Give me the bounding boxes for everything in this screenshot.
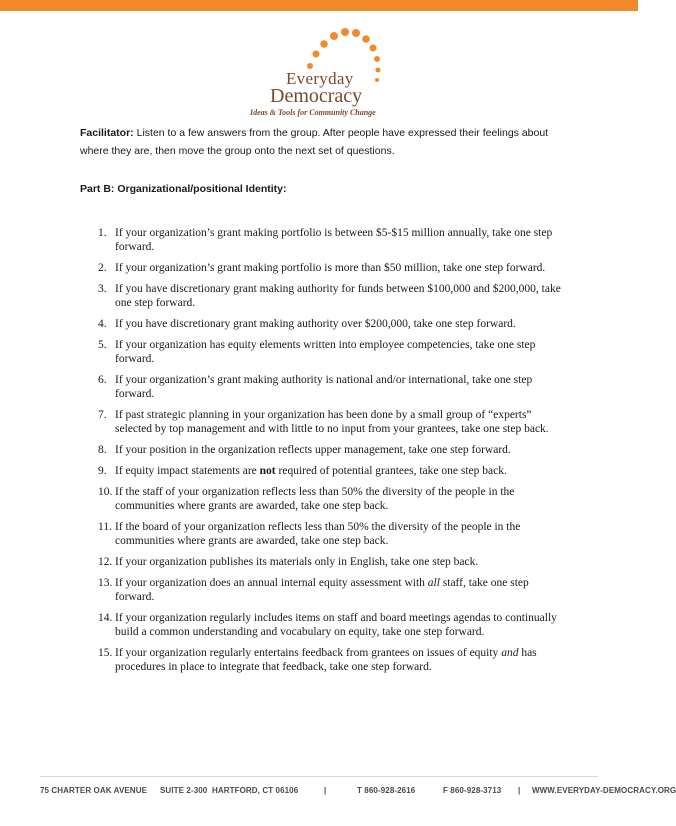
footer-fax: F 860-928-3713: [443, 786, 502, 795]
list-item-number: 5.: [98, 339, 107, 351]
list-item-text: If past strategic planning in your organization has been done by a small group of “experts” selected by top management and with little to no input from your grantees, take one step back.: [115, 409, 549, 435]
list-item: [98, 373, 568, 401]
top-accent-bar: [0, 0, 638, 11]
list-item-number: 11.: [98, 521, 112, 533]
list-item: [98, 443, 568, 457]
list-item: [98, 485, 568, 513]
list-item-number: 14.: [98, 612, 113, 624]
list-item: [98, 464, 568, 478]
list-item: [98, 317, 568, 331]
list-item-number: 1.: [98, 227, 107, 239]
list-item-text: If the staff of your organization reflects less than 50% the diversity of the people in the communities where grants are awarded, take one step back.: [115, 486, 515, 512]
footer-address: 75 CHARTER OAK AVENUE: [40, 786, 148, 795]
list-item: [98, 282, 568, 310]
list-item-text: If your organization’s grant making portfolio is more than $50 million, take one step forward.: [115, 262, 546, 274]
list-item-text: staff, take one step forward.: [115, 577, 529, 603]
facilitator-text: Listen to a few answers from the group. After people have expressed their feelings about where they are, then move the group onto the next set of questions.: [80, 127, 549, 157]
list-item-text: If your organization publishes its materials only in English, take one step back.: [115, 556, 479, 568]
list-item-italic-text: and: [501, 647, 519, 659]
list-item: [98, 611, 568, 639]
footer-contact: [40, 786, 676, 800]
list-item-number: 7.: [98, 409, 107, 421]
list-item: [98, 520, 568, 548]
footer-separator: |: [324, 786, 327, 795]
list-item-number: 10.: [98, 486, 113, 498]
footer-separator: |: [518, 786, 521, 795]
list-item-text: If your organization regularly entertains feedback from grantees on issues of equity: [115, 647, 502, 659]
list-item: [98, 261, 568, 275]
list-item-text: required of potential grantees, take one step back.: [275, 465, 507, 477]
list-item-text: If your organization has equity elements written into employee competencies, take one step forward.: [115, 339, 536, 365]
list-item-number: 4.: [98, 318, 107, 330]
list-item-text: If your organization’s grant making authority is national and/or international, take one step forward.: [115, 374, 533, 400]
facilitator-label: Facilitator:: [80, 127, 134, 139]
list-item: [98, 338, 568, 366]
list-item: [98, 646, 568, 674]
list-item-bold-text: not: [259, 465, 276, 477]
part-b-heading: Part B: Organizational/positional Identity:: [80, 183, 287, 195]
list-item-text: If equity impact statements are: [115, 465, 260, 477]
footer-suite: SUITE 2-300: [160, 786, 208, 795]
list-item-number: 12.: [98, 556, 113, 568]
list-item: [98, 408, 568, 436]
list-item-number: 15.: [98, 647, 113, 659]
list-item-text: If your organization’s grant making portfolio is between $5-$15 million annually, take one step forward.: [115, 227, 553, 253]
list-item-number: 13.: [98, 577, 113, 589]
question-list: [98, 226, 568, 681]
list-item: [98, 555, 568, 569]
everyday-democracy-logo: [250, 20, 400, 117]
footer-city: HARTFORD, CT 06106: [212, 786, 299, 795]
facilitator-note: [80, 124, 560, 160]
list-item-text: If you have discretionary grant making authority for funds between $100,000 and $200,000, take one step forward.: [115, 283, 561, 309]
footer-website: WWW.EVERYDAY-DEMOCRACY.ORG: [532, 786, 676, 795]
list-item-text: If your organization does an annual internal equity assessment with: [115, 577, 428, 589]
list-item-italic-text: all: [427, 577, 440, 589]
list-item-text: If your organization regularly includes items on staff and board meetings agendas to continually build a common understanding and vocabulary on equity, take one step forward.: [115, 612, 557, 638]
footer-phone: T 860-928-2616: [357, 786, 416, 795]
list-item-number: 6.: [98, 374, 107, 386]
list-item-text: If you have discretionary grant making authority over $200,000, take one step forward.: [115, 318, 516, 330]
logo-line-democracy: Democracy: [270, 85, 363, 107]
footer-divider: [40, 776, 598, 777]
list-item-text: has procedures in place to integrate that feedback, take one step forward.: [115, 647, 537, 673]
list-item-number: 8.: [98, 444, 107, 456]
list-item-number: 9.: [98, 465, 107, 477]
list-item-number: 3.: [98, 283, 107, 295]
list-item: [98, 226, 568, 254]
list-item-text: If your position in the organization reflects upper management, take one step forward.: [115, 444, 511, 456]
logo-line-everyday: Everyday: [286, 69, 354, 88]
list-item-number: 2.: [98, 262, 107, 274]
list-item: [98, 576, 568, 604]
logo-tagline: Ideas & Tools for Community Change: [250, 108, 376, 117]
list-item-text: If the board of your organization reflects less than 50% the diversity of the people in the communities where grants are awarded, take one step back.: [115, 521, 521, 547]
